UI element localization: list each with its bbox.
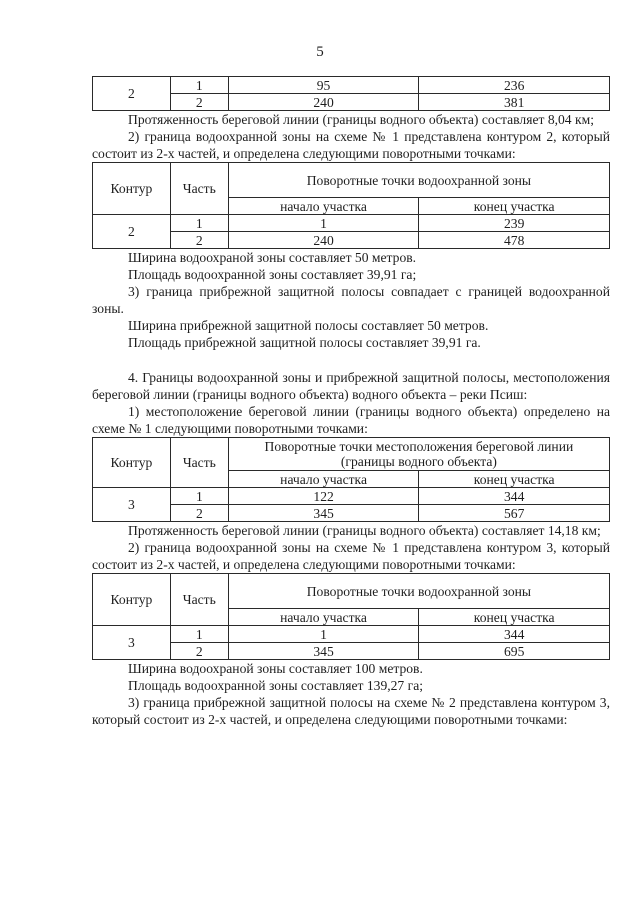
shoreline-location-paragraph: 1) местоположение береговой линии (границы водного объекта) определено на схеме № 1 следующими поворотными точками: <box>92 404 610 436</box>
table-row <box>93 94 610 111</box>
contour-cell: 2 <box>93 215 171 249</box>
end-cell: 478 <box>419 232 610 249</box>
zone-width-paragraph: Ширина водоохраной зоны составляет 100 метров. <box>128 661 423 676</box>
protective-strip-paragraph: 3) граница прибрежной защитной полосы совпадает с границей водоохранной зоны. <box>92 284 610 316</box>
start-cell: 1 <box>228 626 419 643</box>
end-cell: 567 <box>419 505 610 522</box>
part-cell: 2 <box>170 232 228 249</box>
table-row <box>93 77 610 94</box>
page-number: 5 <box>316 44 324 60</box>
header-points: Поворотные точки водоохранной зоны <box>228 163 609 198</box>
table-header-row <box>93 574 610 609</box>
shoreline-length-paragraph: Протяженность береговой линии (границы водного объекта) составляет 14,18 км; <box>128 523 601 538</box>
zone-area-paragraph: Площадь водоохранной зоны составляет 39,91 га; <box>128 267 417 282</box>
header-start: начало участка <box>228 609 419 626</box>
contour-cell: 3 <box>93 488 171 522</box>
table-row <box>93 488 610 505</box>
zone-area-paragraph: Площадь водоохранной зоны составляет 139,27 га; <box>128 678 424 693</box>
header-part: Часть <box>170 163 228 215</box>
part-cell: 1 <box>170 215 228 232</box>
table-row <box>93 232 610 249</box>
header-contour: Контур <box>93 574 171 626</box>
contour-cell: 2 <box>93 77 171 111</box>
start-cell: 122 <box>228 488 419 505</box>
section-4-heading: 4. Границы водоохранной зоны и прибрежной защитной полосы, местоположения береговой линии (границы водного объекта) водного объекта – реки Псиш: <box>92 370 610 402</box>
header-end: конец участка <box>419 609 610 626</box>
water-zone-table-contour-2 <box>92 162 610 249</box>
header-points: Поворотные точки местоположения береговой линии (границы водного объекта) <box>228 438 609 471</box>
table-header-row <box>93 163 610 198</box>
end-cell: 239 <box>419 215 610 232</box>
shoreline-table-contour-2 <box>92 76 610 111</box>
water-zone-table-contour-3 <box>92 573 610 660</box>
strip-width-paragraph: Ширина прибрежной защитной полосы составляет 50 метров. <box>128 318 489 333</box>
end-cell: 381 <box>419 94 610 111</box>
header-end: конец участка <box>419 198 610 215</box>
table-header-row <box>93 438 610 471</box>
start-cell: 240 <box>228 232 419 249</box>
strip-area-paragraph: Площадь прибрежной защитной полосы составляет 39,91 га. <box>128 335 481 350</box>
header-contour: Контур <box>93 163 171 215</box>
header-end: конец участка <box>419 471 610 488</box>
table-row <box>93 626 610 643</box>
zone-width-paragraph: Ширина водоохраной зоны составляет 50 метров. <box>128 250 417 265</box>
end-cell: 695 <box>419 643 610 660</box>
part-cell: 2 <box>170 94 228 111</box>
table-row <box>93 505 610 522</box>
protective-strip-paragraph: 3) граница прибрежной защитной полосы на схеме № 2 представлена контуром 3, который состоит из 2-х частей, и определена следующими поворотными точками: <box>92 695 610 727</box>
end-cell: 344 <box>419 626 610 643</box>
table-row <box>93 643 610 660</box>
start-cell: 95 <box>228 77 419 94</box>
water-zone-paragraph: 2) граница водоохранной зоны на схеме № 1 представлена контуром 2, который состоит из 2-х частей, и определена следующими поворотными точками: <box>92 129 610 161</box>
page-body <box>92 76 610 728</box>
header-part: Часть <box>170 438 228 488</box>
header-start: начало участка <box>228 471 419 488</box>
water-zone-paragraph: 2) граница водоохранной зоны на схеме № 1 представлена контуром 3, который состоит из 2-х частей, и определена следующими поворотными точками: <box>92 540 610 572</box>
part-cell: 2 <box>170 643 228 660</box>
end-cell: 344 <box>419 488 610 505</box>
part-cell: 1 <box>170 77 228 94</box>
start-cell: 1 <box>228 215 419 232</box>
part-cell: 1 <box>170 626 228 643</box>
start-cell: 345 <box>228 643 419 660</box>
table-row <box>93 215 610 232</box>
header-part: Часть <box>170 574 228 626</box>
header-start: начало участка <box>228 198 419 215</box>
start-cell: 240 <box>228 94 419 111</box>
part-cell: 1 <box>170 488 228 505</box>
part-cell: 2 <box>170 505 228 522</box>
header-points: Поворотные точки водоохранной зоны <box>228 574 609 609</box>
shoreline-length-paragraph: Протяженность береговой линии (границы водного объекта) составляет 8,04 км; <box>128 112 594 127</box>
start-cell: 345 <box>228 505 419 522</box>
shoreline-table-contour-3 <box>92 437 610 522</box>
header-contour: Контур <box>93 438 171 488</box>
contour-cell: 3 <box>93 626 171 660</box>
end-cell: 236 <box>419 77 610 94</box>
